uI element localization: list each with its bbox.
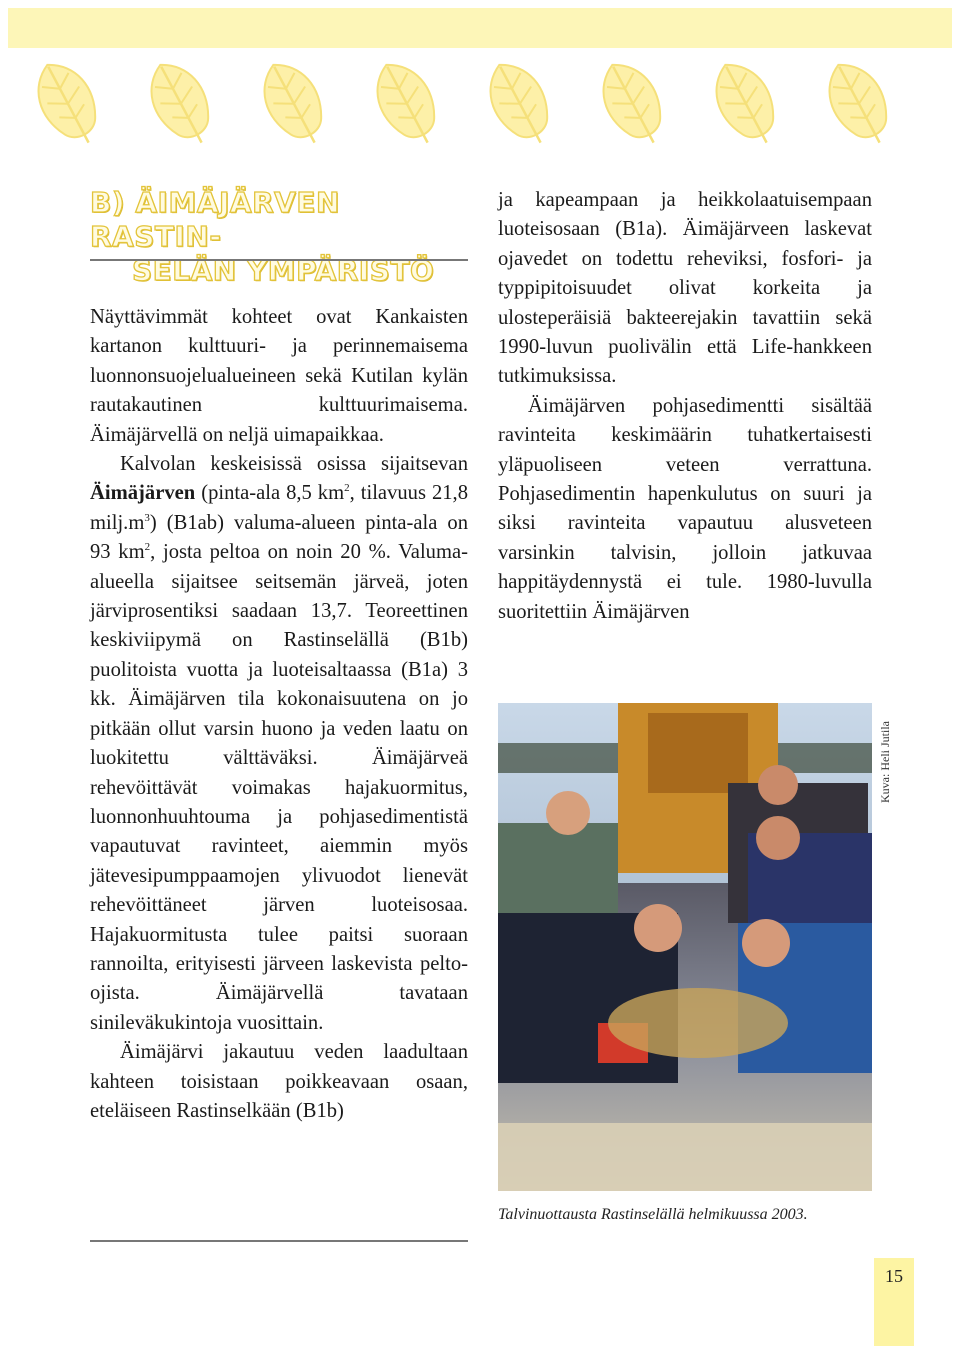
text-run: ) (B1ab) valuma-alueen pinta-ala on 93 km [90,511,468,564]
text-run: , tilavuus 21,8 milj.m [90,482,468,534]
column-rule-bottom [90,1240,468,1242]
photo-caption: Talvinuottausta Rastinselällä helmikuussa 2003. [498,1206,808,1223]
heading-rule-top [90,259,468,261]
page-number: 15 [885,1266,903,1286]
leaf-decoration-row [0,52,960,162]
superscript: 2 [344,482,350,495]
leaf-icon [587,52,677,152]
left-paragraph-3: Äimäjärvi jakautuu veden laadultaan kahteen toisistaan poikkeavaan osaan, eteläiseen Rastinselkään (B1b) [90,1041,468,1122]
section-heading [90,186,470,288]
lake-name-bold: Äimäjärven [90,482,196,505]
leaf-icon [700,52,790,152]
winter-seining-photo [498,703,872,1191]
right-paragraph-2: Äimäjärven pohjasedimentti sisältää ravinteita keskimäärin tuhatkertaisesti yläpuoliseen veteen verrattuna. Pohjasedimentin hapenkulutus on suuri ja siksi ravinteita vapautuu alusveteen varsinkin talvisin, jolloin jatkuvaa happitäydennystä ei tule. 1980-luvulla suoritettiin Äimäjärven [498,394,872,623]
heading-line-1: B) ÄIMÄJÄRVEN RASTIN- [90,186,340,253]
left-paragraph-2 [90,450,468,1038]
leaf-icon [474,52,564,152]
right-column [498,186,872,627]
leaf-icon [135,52,225,152]
superscript: 2 [144,541,151,554]
left-paragraph-1: Näyttävimmät kohteet ovat Kankaisten kartanon kulttuuri- ja perinnemaisema luonnonsuojelualueineen sekä Kutilan kylän rautakautinen kulttuurimaisema. Äimäjärvellä on neljä uimapaikkaa. [90,306,468,446]
left-column [90,303,468,1126]
top-color-band [8,8,952,48]
text-run: , josta peltoa on noin 20 %. Valuma-alueella sijaitsee seitsemän järveä, joten järviprosentiksi saadaan 13,7. Teoreettinen keskiviipymä on Rastinselällä (B1b) puolitoista vuotta ja luoteisaltaassa (B1a) 3 kk. Äimäjärven tila kokonaisuutena on jo pitkään ollut varsin huono ja veden laatu on luokitettu välttäväksi. Äimäjärveä rehevöittävät voimakas hajakuormitus, luonnonhuuhtouma ja pohjasedimentistä vapautuvat ravinteet, aiemmin myös jätevesipumppaamojen ylivuodot lienevät rehevöittäneet järven luoteisosaa. Hajakuormitusta tulee paitsi suoraan rannoilta, erityisesti järveen laskevista pelto-ojista. Äimäjärvellä tavataan sinileväkukintoja vuosittain. [90,541,468,1034]
right-paragraph-1: ja kapeampaan ja heikkolaatuisempaan luoteisosaan (B1a). Äimäjärveen laskevat ojavedet on todettu reheviksi, fosfori- ja typpipitoisuudet olivat korkeita ja ulosteperäisiä bakteerejakin tavattiin sekä 1990-luvun puolivälin että Life-hankkeen tutkimuksissa. [498,189,872,388]
superscript: 3 [144,511,150,524]
text-run: (pinta-ala 8,5 km [195,482,345,505]
text-run: Kalvolan keskeisissä osissa sijaitsevan [120,453,468,476]
leaf-icon [248,52,338,152]
photo-credit: Kuva: Heli Jutila [878,721,892,803]
leaf-icon [22,52,112,152]
leaf-icon [361,52,451,152]
heading-line-2: SELÄN YMPÄRISTÖ [132,254,435,287]
leaf-icon [813,52,903,152]
